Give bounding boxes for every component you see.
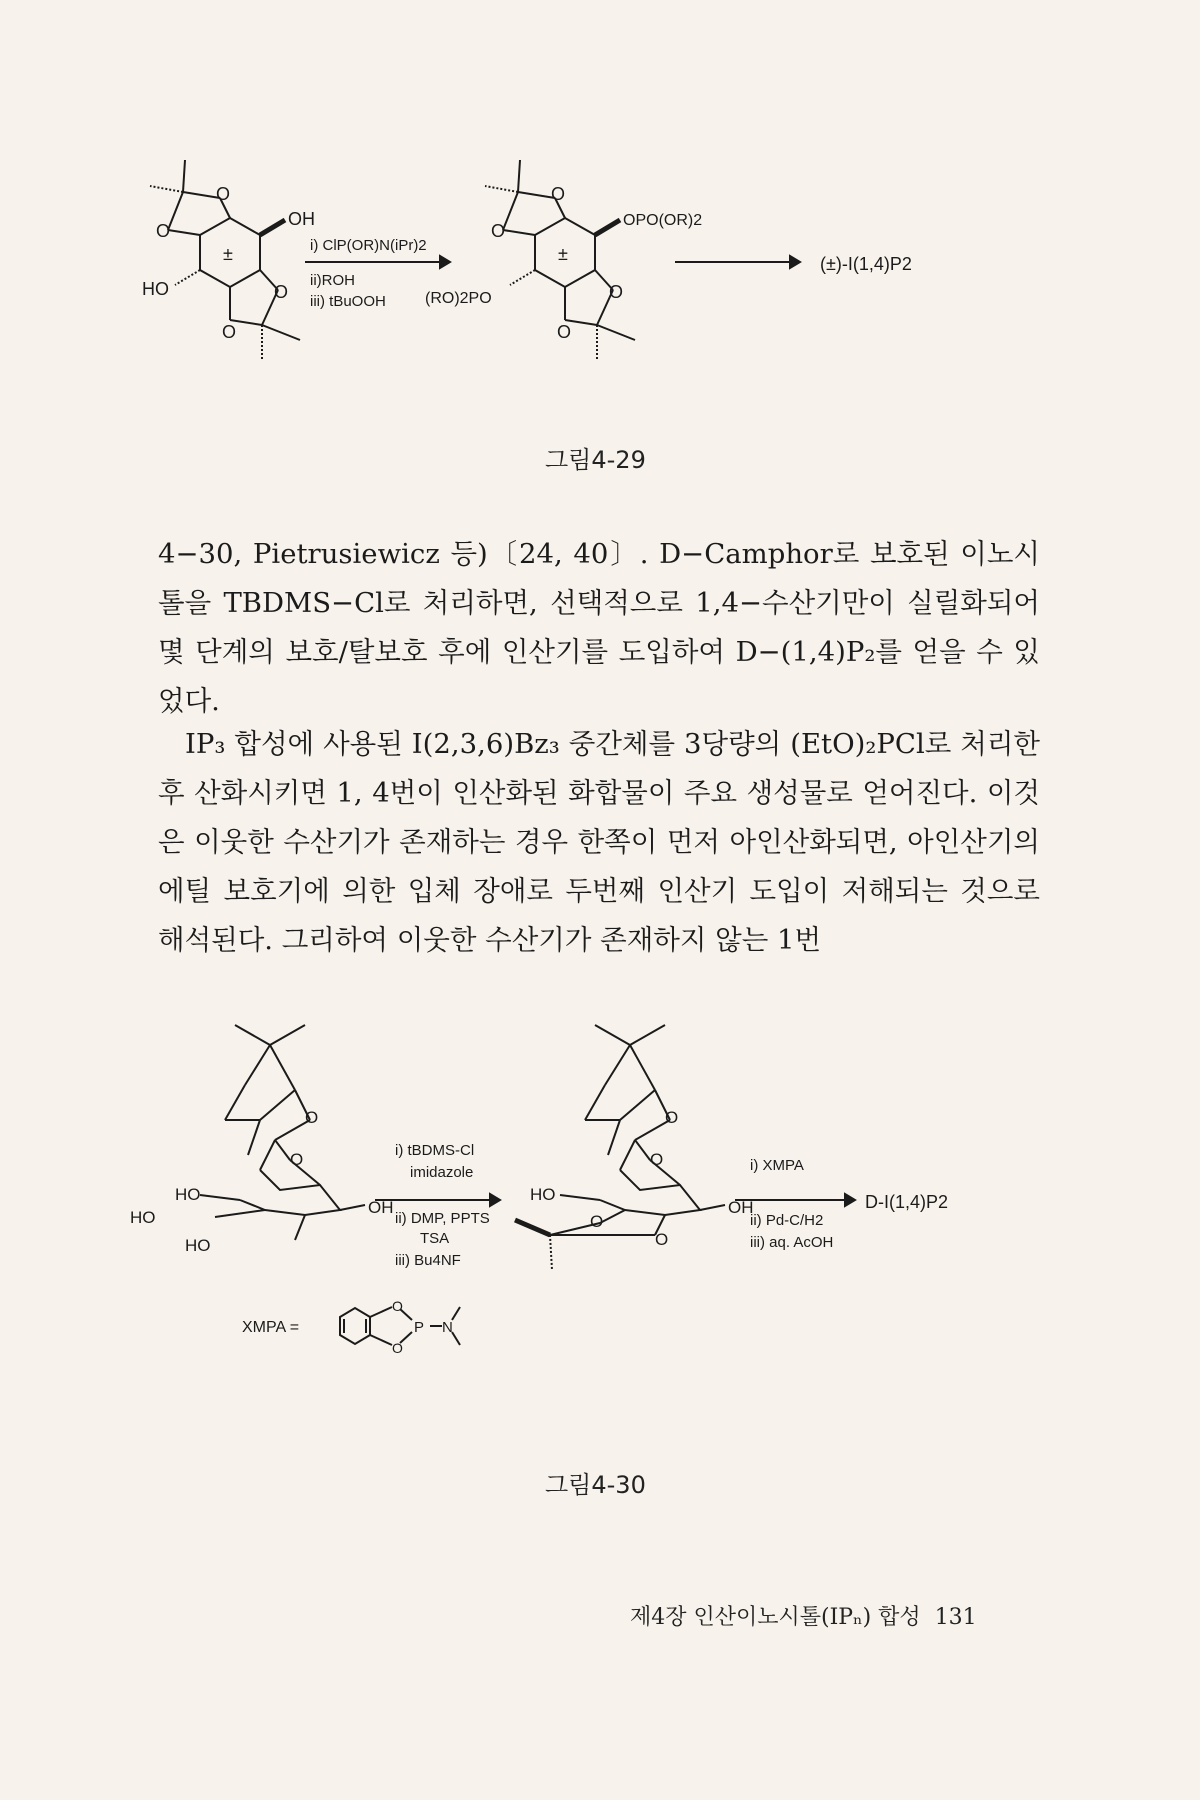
- oxygen-label: O: [557, 322, 572, 342]
- oxygen-label: O: [491, 221, 506, 241]
- reagent-step-1: i) tBDMS-Cl: [395, 1142, 475, 1159]
- hydroxyl-label: HO: [185, 1236, 211, 1255]
- oxygen-label: O: [305, 1108, 319, 1127]
- oxygen-label: O: [290, 1150, 304, 1169]
- reagent-step-3: iii) aq. AcOH: [750, 1234, 834, 1251]
- phosphate-label: (RO)2PO: [425, 290, 492, 307]
- oxygen-label: O: [655, 1230, 669, 1249]
- phosphate-label: OPO(OR)2: [623, 212, 703, 229]
- page-footer: [630, 1600, 977, 1631]
- reagent-step-2: ii) Pd-C/H2: [750, 1212, 824, 1229]
- xmpa-label: XMPA =: [242, 1319, 300, 1336]
- reagent-step-2: ii) DMP, PPTS: [395, 1210, 490, 1227]
- hydroxyl-label: OH: [368, 1198, 394, 1217]
- figure-4-29-scheme: [142, 170, 1050, 460]
- reagent-step-3: iii) Bu4NF: [395, 1252, 461, 1269]
- reagent-step-1: i) ClP(OR)N(iPr)2: [310, 237, 427, 254]
- paragraph-1: 4−30, Pietrusiewicz 등)〔24, 40〕. D−Camphor로 보호된 이노시톨을 TBDMS−Cl로 처리하면, 선택적으로 1,4−수산기만이 실릴화되어 몇 단계의 보호/탈보호 후에 인산기를 도입하여 D−(1,4)P₂를 얻을 수 있었다.: [158, 538, 1040, 717]
- oxygen-label: O: [216, 184, 231, 204]
- hydroxyl-label: OH: [288, 209, 315, 229]
- product-label: (±)-I(1,4)P2: [820, 254, 912, 274]
- oxygen-label: O: [590, 1212, 604, 1231]
- racemic-mark: ±: [223, 244, 233, 264]
- figure-4-30-svg: [130, 995, 1080, 1435]
- oxygen-label: O: [551, 184, 566, 204]
- figure-4-30-scheme: [130, 995, 1080, 1435]
- phosphorus-label: P: [414, 1319, 425, 1336]
- hydroxyl-label: HO: [530, 1185, 556, 1204]
- figure-4-30-caption: 그림4-30: [545, 1471, 646, 1499]
- figure-4-29-svg: [142, 170, 1050, 460]
- product-label: D-I(1,4)P2: [865, 1192, 949, 1212]
- hydroxyl-label: HO: [142, 279, 169, 299]
- oxygen-label: O: [392, 1340, 403, 1356]
- hydroxyl-label: HO: [175, 1185, 201, 1204]
- figure-4-29-caption: 그림4-29: [545, 446, 646, 474]
- oxygen-label: O: [222, 322, 237, 342]
- oxygen-label: O: [274, 282, 289, 302]
- reagent-step-2: ii)ROH: [310, 272, 355, 289]
- paragraph-2: IP₃ 합성에 사용된 I(2,3,6)Bz₃ 중간체를 3당량의 (EtO)₂PCl로 처리한 후 산화시키면 1, 4번이 인산화된 화합물이 주요 생성물로 얻어진다. 이것은 이웃한 수산기가 존재하는 경우 한쪽이 먼저 아인산화되면, 아인산기의 에틸 보호기에 의한 입체 장애로 두번째 인산기 도입이 저해되는 것으로 해석된다. 그리하여 이웃한 수산기가 존재하지 않는 1번: [158, 728, 1040, 956]
- oxygen-label: O: [650, 1150, 664, 1169]
- page-number: 131: [934, 1605, 977, 1630]
- reagent-step-3: iii) tBuOOH: [310, 293, 386, 310]
- hydroxyl-label: OH: [728, 1198, 754, 1217]
- reagent-step-1-additive: imidazole: [410, 1164, 474, 1181]
- reagent-step-1: i) XMPA: [750, 1157, 804, 1174]
- oxygen-label: O: [609, 282, 624, 302]
- reagent-step-2-additive: TSA: [420, 1230, 450, 1247]
- oxygen-label: O: [156, 221, 171, 241]
- chapter-title: 제4장 인산이노시톨(IPₙ) 합성: [630, 1605, 921, 1630]
- nitrogen-label: N: [442, 1319, 453, 1336]
- oxygen-label: O: [392, 1298, 403, 1314]
- hydroxyl-label: HO: [130, 1208, 156, 1227]
- racemic-mark: ±: [558, 244, 568, 264]
- oxygen-label: O: [665, 1108, 679, 1127]
